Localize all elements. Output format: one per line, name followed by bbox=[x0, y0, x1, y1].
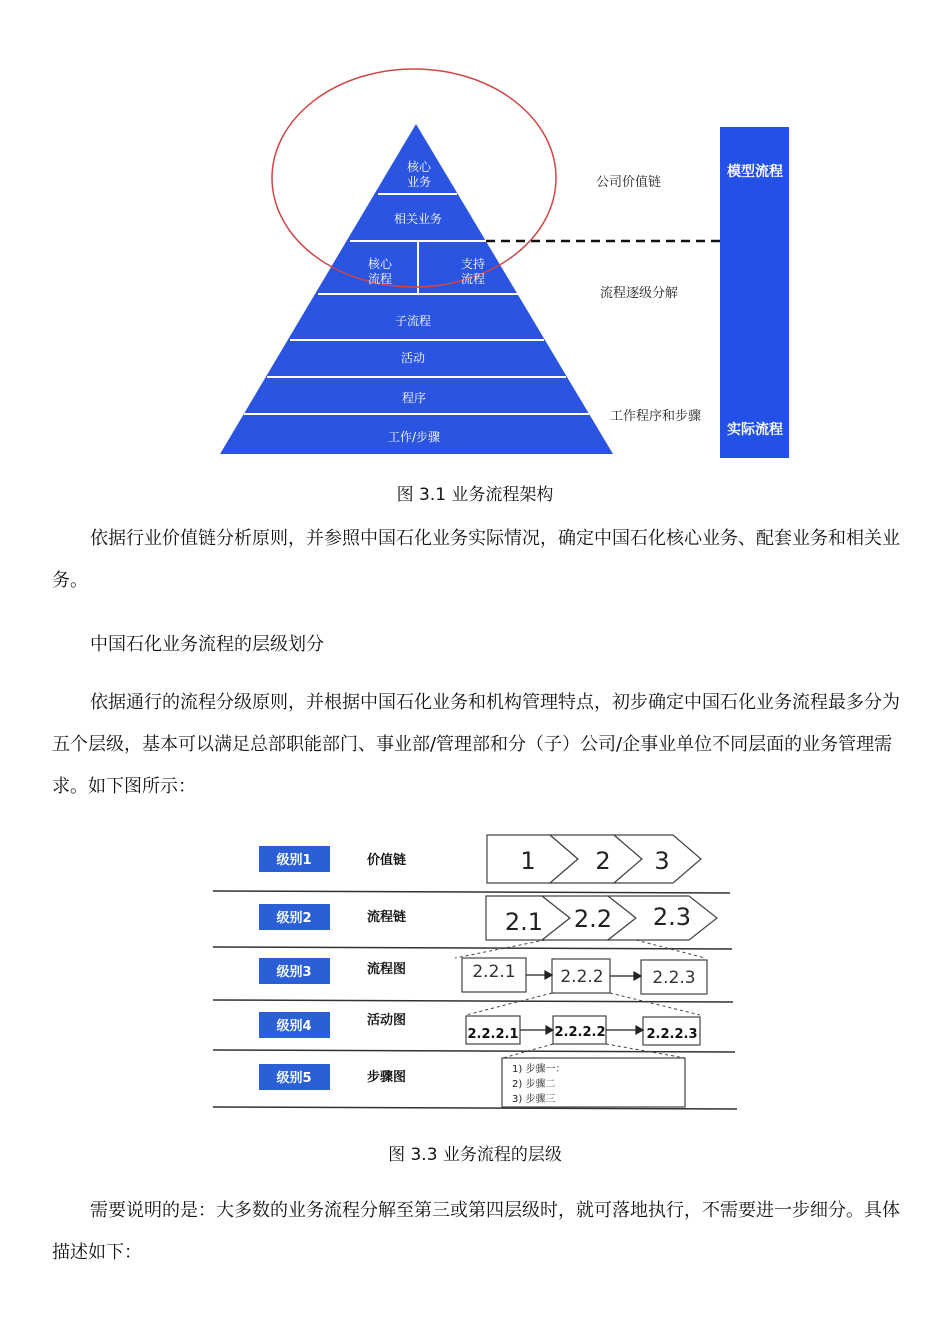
level2-name: 流程链 bbox=[367, 910, 407, 925]
level-procedure: 程序 bbox=[401, 391, 427, 405]
level4-box-1-label: 2.2.2.1 bbox=[467, 1027, 519, 1042]
level-core-business-line2: 业务 bbox=[406, 175, 432, 189]
level1-chevron-2-label: 2 bbox=[595, 847, 611, 875]
level3-box-1-label: 2.2.1 bbox=[472, 962, 516, 982]
level-sub-process: 子流程 bbox=[394, 314, 432, 328]
label-model-process: 模型流程 bbox=[727, 164, 783, 180]
level-support-process-line1: 支持 bbox=[460, 257, 486, 271]
level2-chevron-3-label: 2.3 bbox=[652, 903, 692, 931]
level3-box-3-label: 2.2.3 bbox=[652, 968, 696, 988]
label-decomposition: 流程逐级分解 bbox=[600, 286, 679, 301]
level-core-process-line2: 流程 bbox=[367, 272, 393, 286]
level4-name: 活动图 bbox=[367, 1013, 407, 1028]
level5-step-3: 3) 步骤三 bbox=[512, 1094, 556, 1105]
level-related-business: 相关业务 bbox=[393, 212, 443, 226]
level4-badge-label: 级别4 bbox=[276, 1019, 312, 1034]
level1-chevron-1-label: 1 bbox=[520, 847, 536, 875]
process-levels-diagram bbox=[0, 820, 950, 1120]
level4-box-3-label: 2.2.2.3 bbox=[646, 1027, 698, 1042]
level1-chevron-3-label: 3 bbox=[654, 847, 670, 875]
level5-badge-label: 级别5 bbox=[276, 1071, 312, 1086]
process-architecture-diagram bbox=[0, 0, 950, 480]
paragraph-note: 需要说明的是：大多数的业务流程分解至第三或第四层级时，就可落地执行，不需要进一步细分。具体描述如下： bbox=[52, 1200, 900, 1263]
level1-badge-label: 级别1 bbox=[276, 853, 312, 868]
level3-badge-label: 级别3 bbox=[276, 965, 312, 980]
level2-chevron-1-label: 2.1 bbox=[504, 908, 544, 936]
level-core-process-line1: 核心 bbox=[367, 257, 393, 271]
level3-box-2-label: 2.2.2 bbox=[560, 967, 604, 987]
level2-badge-label: 级别2 bbox=[276, 911, 312, 926]
label-actual-process: 实际流程 bbox=[727, 422, 783, 438]
level-core-business-line1: 核心 bbox=[406, 160, 432, 174]
level4-box-2-label: 2.2.2.2 bbox=[554, 1025, 606, 1040]
figure1-caption: 图 3.1 业务流程架构 bbox=[396, 485, 554, 505]
level1-name: 价值链 bbox=[367, 853, 407, 868]
label-work-procedure: 工作程序和步骤 bbox=[610, 409, 702, 424]
level-support-process-line2: 流程 bbox=[460, 272, 486, 286]
level-work-steps: 工作/步骤 bbox=[387, 430, 441, 444]
level2-chevron-2-label: 2.2 bbox=[573, 905, 613, 933]
section-heading-levels: 中国石化业务流程的层级划分 bbox=[90, 634, 324, 655]
paragraph-value-chain: 依据行业价值链分析原则，并参照中国石化业务实际情况，确定中国石化核心业务、配套业务和相关业务。 bbox=[52, 528, 900, 591]
level3-name: 流程图 bbox=[367, 962, 407, 977]
paragraph-levels: 依据通行的流程分级原则，并根据中国石化业务和机构管理特点，初步确定中国石化业务流程最多分为五个层级，基本可以满足总部职能部门、事业部/管理部和分（子）公司/企事业单位不同层面的业务管理需求。如下图所示： bbox=[52, 692, 900, 797]
level5-step-2: 2) 步骤二 bbox=[512, 1079, 556, 1090]
level5-name: 步骤图 bbox=[367, 1070, 407, 1085]
level5-step-1: 1) 步骤一： bbox=[512, 1064, 566, 1075]
level-activity: 活动 bbox=[400, 351, 426, 365]
label-value-chain: 公司价值链 bbox=[596, 175, 662, 190]
figure2-caption: 图 3.3 业务流程的层级 bbox=[388, 1145, 562, 1165]
